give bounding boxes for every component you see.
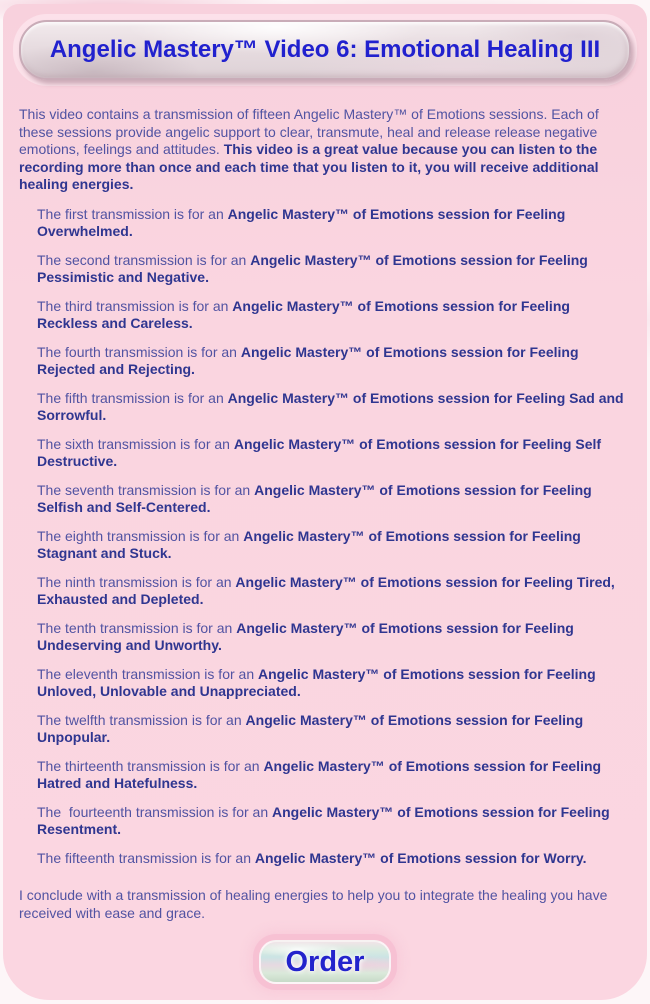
transmission-session-text: Angelic Mastery™ of Emotions session for Feeling Hatred and Hatefulness. [37, 757, 602, 791]
transmission-session-text: Angelic Mastery™ of Emotions session for Feeling Tired, Exhausted and Depleted. [37, 573, 615, 607]
transmission-prefix: The twelfth transmission is for an [37, 711, 246, 728]
transmission-item [37, 712, 625, 747]
transmission-session-text: Angelic Mastery™ of Emotions session for Feeling Selfish and Self-Centered. [37, 481, 592, 515]
transmission-item [37, 620, 625, 655]
order-button[interactable]: Order [259, 940, 391, 984]
transmission-prefix: The eighth transmission is for an [37, 527, 244, 544]
transmission-session-text: Angelic Mastery™ of Emotions session for Feeling Undeserving and Unworthy. [37, 619, 574, 653]
transmission-prefix: The first transmission is for an [37, 205, 228, 222]
transmission-prefix: The thirteenth transmission is for an [37, 757, 264, 774]
transmission-session-text: Angelic Mastery™ of Emotions session for Feeling Self Destructive. [37, 435, 602, 469]
transmission-prefix: The second transmission is for an [37, 251, 251, 268]
transmission-prefix: The eleventh transmission is for an [37, 665, 258, 682]
transmission-prefix: The ninth transmission is for an [37, 573, 236, 590]
transmission-session-text: Angelic Mastery™ of Emotions session for Feeling Unpopular. [37, 711, 584, 745]
transmission-session-text: Angelic Mastery™ of Emotions session for Feeling Stagnant and Stuck. [37, 527, 581, 561]
conclusion-paragraph: I conclude with a transmission of healing energies to help you to integrate the healing you have received with ease and grace. [19, 887, 608, 921]
transmission-session-text: Angelic Mastery™ of Emotions session for Feeling Resentment. [37, 803, 610, 837]
transmission-item [37, 344, 625, 379]
title-banner [19, 20, 631, 80]
transmission-session-text: Angelic Mastery™ of Emotions session for Feeling Reckless and Careless. [37, 297, 570, 331]
transmission-session-text: Angelic Mastery™ of Emotions session for Feeling Pessimistic and Negative. [37, 251, 588, 285]
transmission-item [37, 574, 625, 609]
transmission-item [37, 482, 625, 517]
transmission-prefix: The sixth transmission is for an [37, 435, 234, 452]
order-button-row [17, 940, 633, 984]
transmission-prefix: The seventh transmission is for an [37, 481, 255, 498]
intro-bold-text: This video is a great value because you can listen to the recording more than once and each time that you listen to it, you will receive additional healing energies. [19, 141, 599, 192]
transmission-item [37, 528, 625, 563]
transmission-item [37, 436, 625, 471]
transmission-list [17, 206, 633, 868]
transmission-item [37, 666, 625, 701]
intro-paragraph [19, 106, 631, 194]
transmission-item [37, 206, 625, 241]
transmission-item [37, 298, 625, 333]
transmission-item [37, 758, 625, 793]
page-title: Angelic Mastery™ Video 6: Emotional Healing III [49, 36, 601, 63]
transmission-session-text: Angelic Mastery™ of Emotions session for Feeling Sad and Sorrowful. [37, 389, 624, 423]
transmission-item [37, 390, 625, 425]
transmission-prefix: The tenth transmission is for an [37, 619, 237, 636]
intro-regular-text: This video contains a transmission of fifteen Angelic Mastery™ of Emotions sessions. Each of these sessions provide angelic support to clear, transmute, heal and release release negative emotions, feelings and attitudes. [19, 106, 599, 157]
transmission-item [37, 804, 625, 839]
transmission-prefix: The third transmission is for an [37, 297, 233, 314]
content-card [3, 4, 647, 1000]
transmission-session-text: Angelic Mastery™ of Emotions session for Feeling Unloved, Unlovable and Unappreciated. [37, 665, 596, 699]
transmission-prefix: The fourteenth transmission is for an [37, 803, 272, 820]
transmission-prefix: The fourth transmission is for an [37, 343, 241, 360]
transmission-prefix: The fifteenth transmission is for an [37, 849, 255, 866]
transmission-session-text: Angelic Mastery™ of Emotions session for Feeling Rejected and Rejecting. [37, 343, 579, 377]
transmission-session-text: Angelic Mastery™ of Emotions session for Worry. [254, 849, 587, 866]
transmission-item [37, 850, 625, 868]
transmission-session-text: Angelic Mastery™ of Emotions session for Feeling Overwhelmed. [37, 205, 566, 239]
transmission-item [37, 252, 625, 287]
transmission-prefix: The fifth transmission is for an [37, 389, 228, 406]
